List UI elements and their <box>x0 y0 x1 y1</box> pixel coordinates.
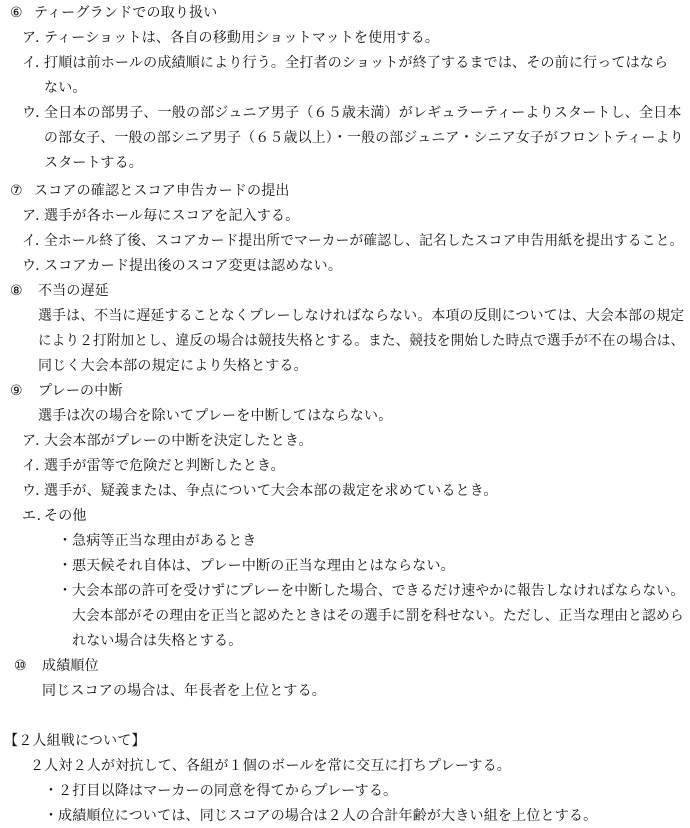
sec9-item-u-line-1: 選手が、疑義または、争点について大会本部の裁定を求めているとき。 <box>44 483 498 499</box>
sec9-item-i-mark: イ． <box>22 458 50 474</box>
sec9-bullet-3-line-2: 大会本部がその理由を正当と認めたときはその選手に罰を科せない。ただし、正当な理由と認めら <box>72 608 684 624</box>
sec7-item-u-line-1: スコアカード提出後のスコア変更は認めない。 <box>44 258 343 274</box>
sec9-bullet-3-line-1: 大会本部の許可を受けずにプレーを中断した場合、できるだけ速やかに報告しなければならない。 <box>72 583 685 599</box>
sec9-bullet-1-line-1: 急病等正当な理由があるとき <box>72 533 257 549</box>
sec8-body-line-1: 選手は、不当に遅延することなくプレーしなければならない。本項の反則については、大会本部の規定 <box>38 308 685 324</box>
sec7-item-a-mark: ア． <box>22 208 50 224</box>
sec9-item-u-mark: ウ． <box>22 483 50 499</box>
sec9-intro: 選手は次の場合を除いてプレーを中断してはならない。 <box>38 408 393 424</box>
section-7-number: ⑦ <box>10 183 23 199</box>
sec7-item-u-mark: ウ． <box>22 258 50 274</box>
sec9-item-i-line-1: 選手が雷等で危険だと判断したとき。 <box>44 458 285 474</box>
sec6-item-i-line-1: 打順は前ホールの成績順により行う。全打者のショットが終了するまでは、その前に行ってはなら <box>44 55 669 71</box>
sec9-bullet-1-mark: ・ <box>58 533 73 549</box>
sec6-item-u-line-3: スタートする。 <box>44 155 143 171</box>
sec9-bullet-2-mark: ・ <box>58 558 73 574</box>
sec9-item-e-mark: エ． <box>22 508 51 524</box>
sec6-item-u-mark: ウ． <box>22 105 50 121</box>
section-7-title: スコアの確認とスコア申告カードの提出 <box>34 183 290 199</box>
pair-heading: 【２人組戦について】 <box>4 733 146 749</box>
sec9-bullet-3-mark: ・ <box>58 583 73 599</box>
sec6-item-a-mark: ア． <box>22 30 50 46</box>
section-6-title: ティーグランドでの取り扱い <box>34 5 218 21</box>
section-8-title: 不当の遅延 <box>38 283 109 299</box>
section-9-title: プレーの中断 <box>38 383 123 399</box>
sec9-item-e-line-1: その他 <box>44 508 87 524</box>
section-10-number: ⑩ <box>14 658 27 674</box>
pair-bullet-1-mark: ・ <box>44 783 59 799</box>
sec6-item-a-line-1: ティーショットは、各自の移動用ショットマットを使用する。 <box>44 30 440 46</box>
sec7-item-i-line-1: 全ホール終了後、スコアカード提出所でマーカーが確認し、記名したスコア申告用紙を提出すること。 <box>44 233 684 249</box>
sec6-item-i-line-2: ない。 <box>44 80 87 96</box>
sec9-item-a-line-1: 大会本部がプレーの中断を決定したとき。 <box>44 433 313 449</box>
pair-bullet-2-mark: ・ <box>44 808 59 824</box>
section-10-title: 成績順位 <box>42 658 99 674</box>
section-8-number: ⑧ <box>10 283 23 299</box>
sec6-item-i-mark: イ． <box>22 55 50 71</box>
sec7-item-i-mark: イ． <box>22 233 50 249</box>
sec9-bullet-2-line-1: 悪天候それ自体は、プレー中断の正当な理由とはならない。 <box>72 558 455 574</box>
sec7-item-a-line-1: 選手が各ホール毎にスコアを記入する。 <box>44 208 300 224</box>
pair-bullet-1-line-1: ２打目以降はマーカーの同意を得てからプレーする。 <box>58 783 398 799</box>
pair-intro: ２人対２人が対抗して、各組が１個のボールを常に交互に打ちプレーする。 <box>30 758 511 774</box>
sec8-body-line-2: により２打附加とし、違反の場合は競技失格とする。また、競技を開始した時点で選手が不在の場合は、 <box>38 333 685 349</box>
section-6-number: ⑥ <box>10 5 23 21</box>
sec10-body-line-1: 同じスコアの場合は、年長者を上位とする。 <box>42 683 326 699</box>
pair-bullet-2-line-1: 成績順位については、同じスコアの場合は２人の合計年齢が大きい組を上位とする。 <box>58 808 598 824</box>
sec8-body-line-3: 同じく大会本部の規定により失格とする。 <box>38 358 308 374</box>
sec6-item-u-line-2: の部女子、一般の部シニア男子（６５歳以上）・一般の部ジュニア・シニア女子がフロントティーより <box>44 130 684 146</box>
section-9-number: ⑨ <box>10 383 23 399</box>
sec9-bullet-3-line-3: れない場合は失格とする。 <box>72 633 243 649</box>
sec9-item-a-mark: ア． <box>22 433 50 449</box>
sec6-item-u-line-1: 全日本の部男子、一般の部ジュニア男子（６５歳未満）がレギュラーティーよりスタートし、全日本 <box>44 105 682 121</box>
